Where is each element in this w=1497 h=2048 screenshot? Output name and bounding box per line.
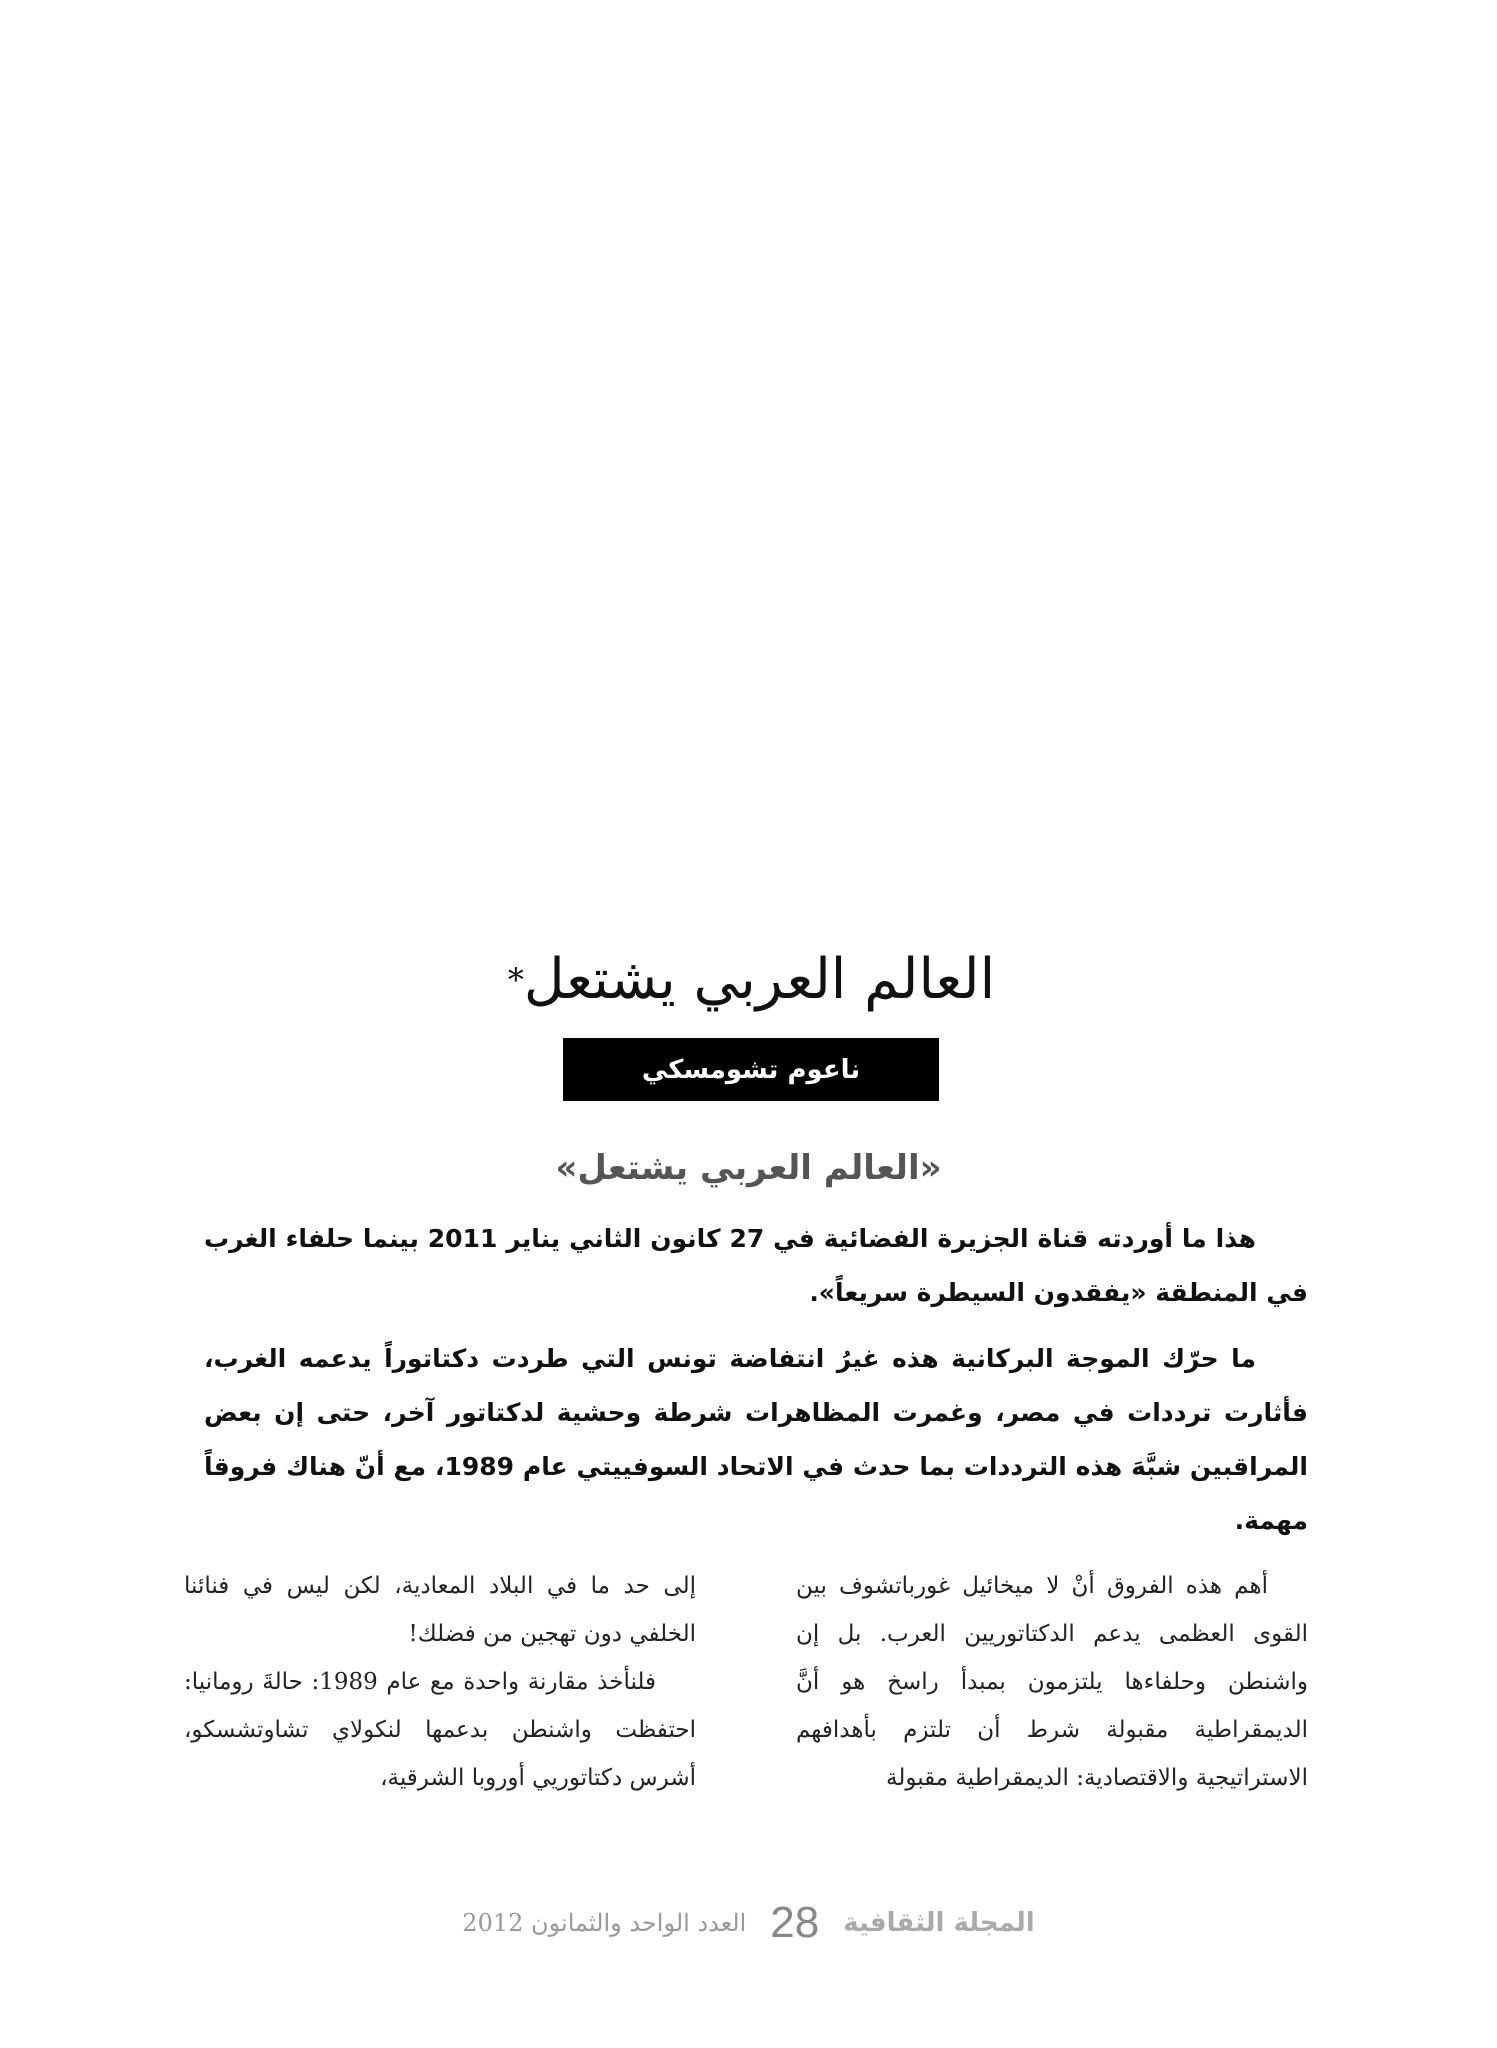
column-right xyxy=(796,1562,1308,1822)
intro-paragraph: هذا ما أوردته قناة الجزيرة الفضائية في 27 كانون الثاني يناير 2011 بينما حلفاء الغرب في المنطقة «يفقدون السيطرة سريعاً». xyxy=(204,1224,1308,1307)
body-paragraph: إلى حد ما في البلاد المعادية، لكن ليس في فنائنا الخلفي دون تهجين من فضلك! xyxy=(184,1573,696,1647)
body-paragraph: أهم هذه الفروق أنْ لا ميخائيل غورباتشوف بين القوى العظمى يدعم الدكتاتوريين العرب. بل إن واشنطن وحلفاءها يلتزمون بمبدأ راسخ هو أنَّ الديمقراطية مقبولة شرط أن تلتزم بأهدافهم الاستراتيجية والاقتصادية: الديمقراطية مقبولة xyxy=(796,1573,1308,1791)
footnote-mark: * xyxy=(507,961,524,999)
magazine-name: المجلة الثقافية xyxy=(843,1908,1035,1938)
body-columns xyxy=(184,1562,1308,1822)
intro-section xyxy=(204,1212,1308,1560)
column-left xyxy=(184,1562,696,1822)
page-number: 28 xyxy=(770,1898,820,1947)
body-paragraph: فلنأخذ مقارنة واحدة مع عام 1989: حالةَ رومانيا: احتفظت واشنطن بدعمها لنكولاي تشاوتشسكو، أشرس دكتاتوريي أوروبا الشرقية، xyxy=(184,1669,696,1791)
page-footer xyxy=(0,1898,1497,1948)
article-title-text: العالم العربي يشتعل xyxy=(523,947,996,1012)
author-name: ناعوم تشومسكي xyxy=(641,1054,861,1085)
author-banner xyxy=(563,1038,939,1101)
issue-label: العدد الواحد والثمانون 2012 xyxy=(462,1909,747,1937)
pull-quote: «العالم العربي يشتعل» xyxy=(555,1148,942,1188)
article-title xyxy=(0,940,1497,1020)
intro-paragraph: ما حرّك الموجة البركانية هذه غيرُ انتفاضة تونس التي طردت دكتاتوراً يدعمه الغرب، فأثارت ترددات في مصر، وغمرت المظاهرات شرطة وحشية لدكتاتور آخر، حتى إن بعض المراقبين شبَّهَ هذه الترددات بما حدث في الاتحاد السوفييتي عام 1989، مع أنّ هناك فروقاً مهمة. xyxy=(204,1344,1308,1535)
